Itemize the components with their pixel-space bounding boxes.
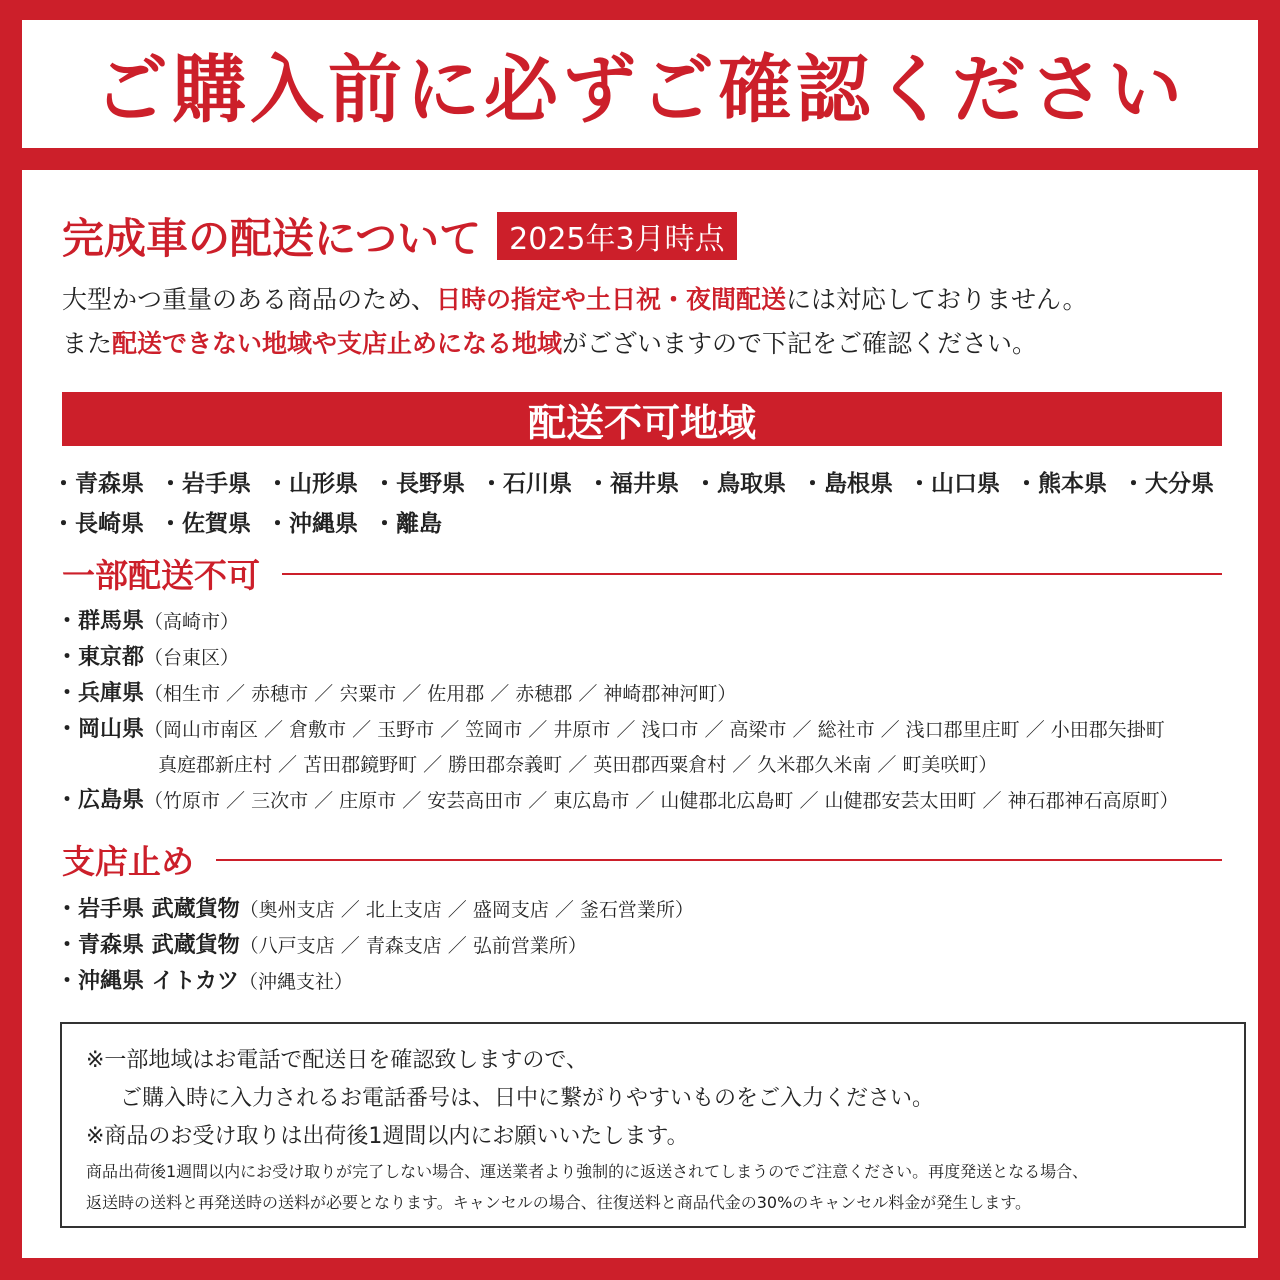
prefecture-name: ・沖縄県 イトカツ: [56, 969, 239, 994]
list-item: ・長野県: [373, 471, 465, 497]
list-item: ・熊本県: [1015, 471, 1107, 497]
intro-highlight: 日時の指定や土日祝・夜間配送: [436, 285, 787, 314]
note-line: ※商品のお受け取りは出荷後1週間以内にお願いいたします。: [86, 1124, 689, 1149]
list-item: [56, 676, 1236, 712]
prefecture-name: ・岡山県: [56, 717, 145, 742]
prefecture-name: ・兵庫県: [56, 681, 145, 706]
list-item: ・青森県: [52, 471, 144, 497]
list-item: ・山形県: [266, 471, 358, 497]
list-item: [56, 604, 1236, 640]
prefecture-name: ・青森県 武蔵貨物: [56, 933, 240, 958]
branch-subhead: [62, 836, 1222, 883]
partial-subhead: [62, 550, 1222, 597]
list-item: ・佐賀県: [159, 511, 251, 537]
intro-highlight: 配送できない地域や支店止めになる地域: [112, 329, 563, 358]
note-line: ご購入時に入力されるお電話番号は、日中に繋がりやすいものをご入力ください。: [120, 1086, 935, 1111]
divider: [216, 859, 1222, 861]
date-badge: 2025年3月時点: [497, 212, 736, 260]
no-delivery-band: 配送不可地域: [62, 392, 1222, 446]
section-header: [62, 206, 737, 266]
content-panel: [22, 170, 1258, 1258]
list-item: ・鳥取県: [694, 471, 786, 497]
list-item: ・大分県: [1122, 471, 1214, 497]
branch-title: 支店止め: [62, 842, 194, 881]
branch-detail: （沖縄支社）: [239, 971, 354, 993]
list-item: ・福井県: [587, 471, 679, 497]
list-item: ・石川県: [480, 471, 572, 497]
header-banner: [22, 20, 1258, 148]
list-item: ・沖縄県: [266, 511, 358, 537]
intro-text-part: には対応しておりません。: [786, 285, 1088, 314]
divider: [282, 573, 1222, 575]
intro-text-part: 大型かつ重量のある商品のため、: [62, 285, 437, 314]
no-delivery-list: [52, 464, 1232, 544]
list-item: [56, 640, 1236, 676]
area-detail: （竹原市 ／ 三次市 ／ 庄原市 ／ 安芸高田市 ／ 東広島市 ／ 山健郡北広島町 ／ 山健郡安芸太田町 ／ 神石郡神石高原町）: [144, 790, 1179, 812]
list-item: ・長崎県: [52, 511, 144, 537]
list-item: ・山口県: [908, 471, 1000, 497]
list-item: ・離島: [373, 511, 442, 537]
partial-list: [56, 604, 1236, 819]
area-detail: （高崎市）: [144, 611, 240, 633]
intro-line-2: [62, 322, 1088, 366]
list-item: [56, 783, 1236, 819]
note-line: ※一部地域はお電話で配送日を確認致しますので、: [86, 1048, 588, 1073]
prefecture-name: ・東京都: [56, 645, 145, 670]
prefecture-name: ・岩手県 武蔵貨物: [56, 897, 240, 922]
list-item: [56, 712, 1236, 748]
prefecture-name: ・群馬県: [56, 609, 145, 634]
note-fine-print: 返送時の送料と再発送時の送料が必要となります。キャンセルの場合、往復送料と商品代金の30%のキャンセル料金が発生します。: [86, 1193, 1032, 1212]
area-detail: （台東区）: [144, 647, 240, 669]
list-item: [56, 928, 1236, 964]
area-detail: （岡山市南区 ／ 倉敷市 ／ 玉野市 ／ 笠岡市 ／ 井原市 ／ 浅口市 ／ 高梁市 ／ 総社市 ／ 浅口郡里庄町 ／ 小田郡矢掛町: [144, 719, 1165, 741]
intro-line-1: [62, 278, 1088, 322]
intro-text-part: また: [62, 329, 113, 358]
list-item: ・島根県: [801, 471, 893, 497]
partial-title: 一部配送不可: [62, 556, 260, 595]
prefecture-name: ・広島県: [56, 788, 145, 813]
intro-text-part: がございますので下記をご確認ください。: [562, 329, 1038, 358]
area-detail: 真庭郡新庄村 ／ 苫田郡鏡野町 ／ 勝田郡奈義町 ／ 英田郡西粟倉村 ／ 久米郡久米南 ／ 町美咲町）: [158, 754, 998, 776]
section-title: 完成車の配送について: [62, 214, 482, 263]
list-item-continued: [56, 748, 1236, 783]
area-detail: （相生市 ／ 赤穂市 ／ 宍粟市 ／ 佐用郡 ／ 赤穂郡 ／ 神崎郡神河町）: [144, 683, 737, 705]
branch-list: [56, 892, 1236, 1000]
note-fine-print: 商品出荷後1週間以内にお受け取りが完了しない場合、運送業者より強制的に返送されてしまうのでご注意ください。再度発送となる場合、: [86, 1162, 1089, 1181]
list-item: ・岩手県: [159, 471, 251, 497]
branch-detail: （八戸支店 ／ 青森支店 ／ 弘前営業所）: [239, 935, 587, 957]
branch-detail: （奥州支店 ／ 北上支店 ／ 盛岡支店 ／ 釜石営業所）: [239, 899, 694, 921]
list-item: [56, 964, 1236, 1000]
page-title: ご購入前に必ずご確認ください: [94, 47, 1186, 133]
intro-text: [62, 278, 1088, 366]
notes-box: [60, 1022, 1246, 1228]
list-item: [56, 892, 1236, 928]
